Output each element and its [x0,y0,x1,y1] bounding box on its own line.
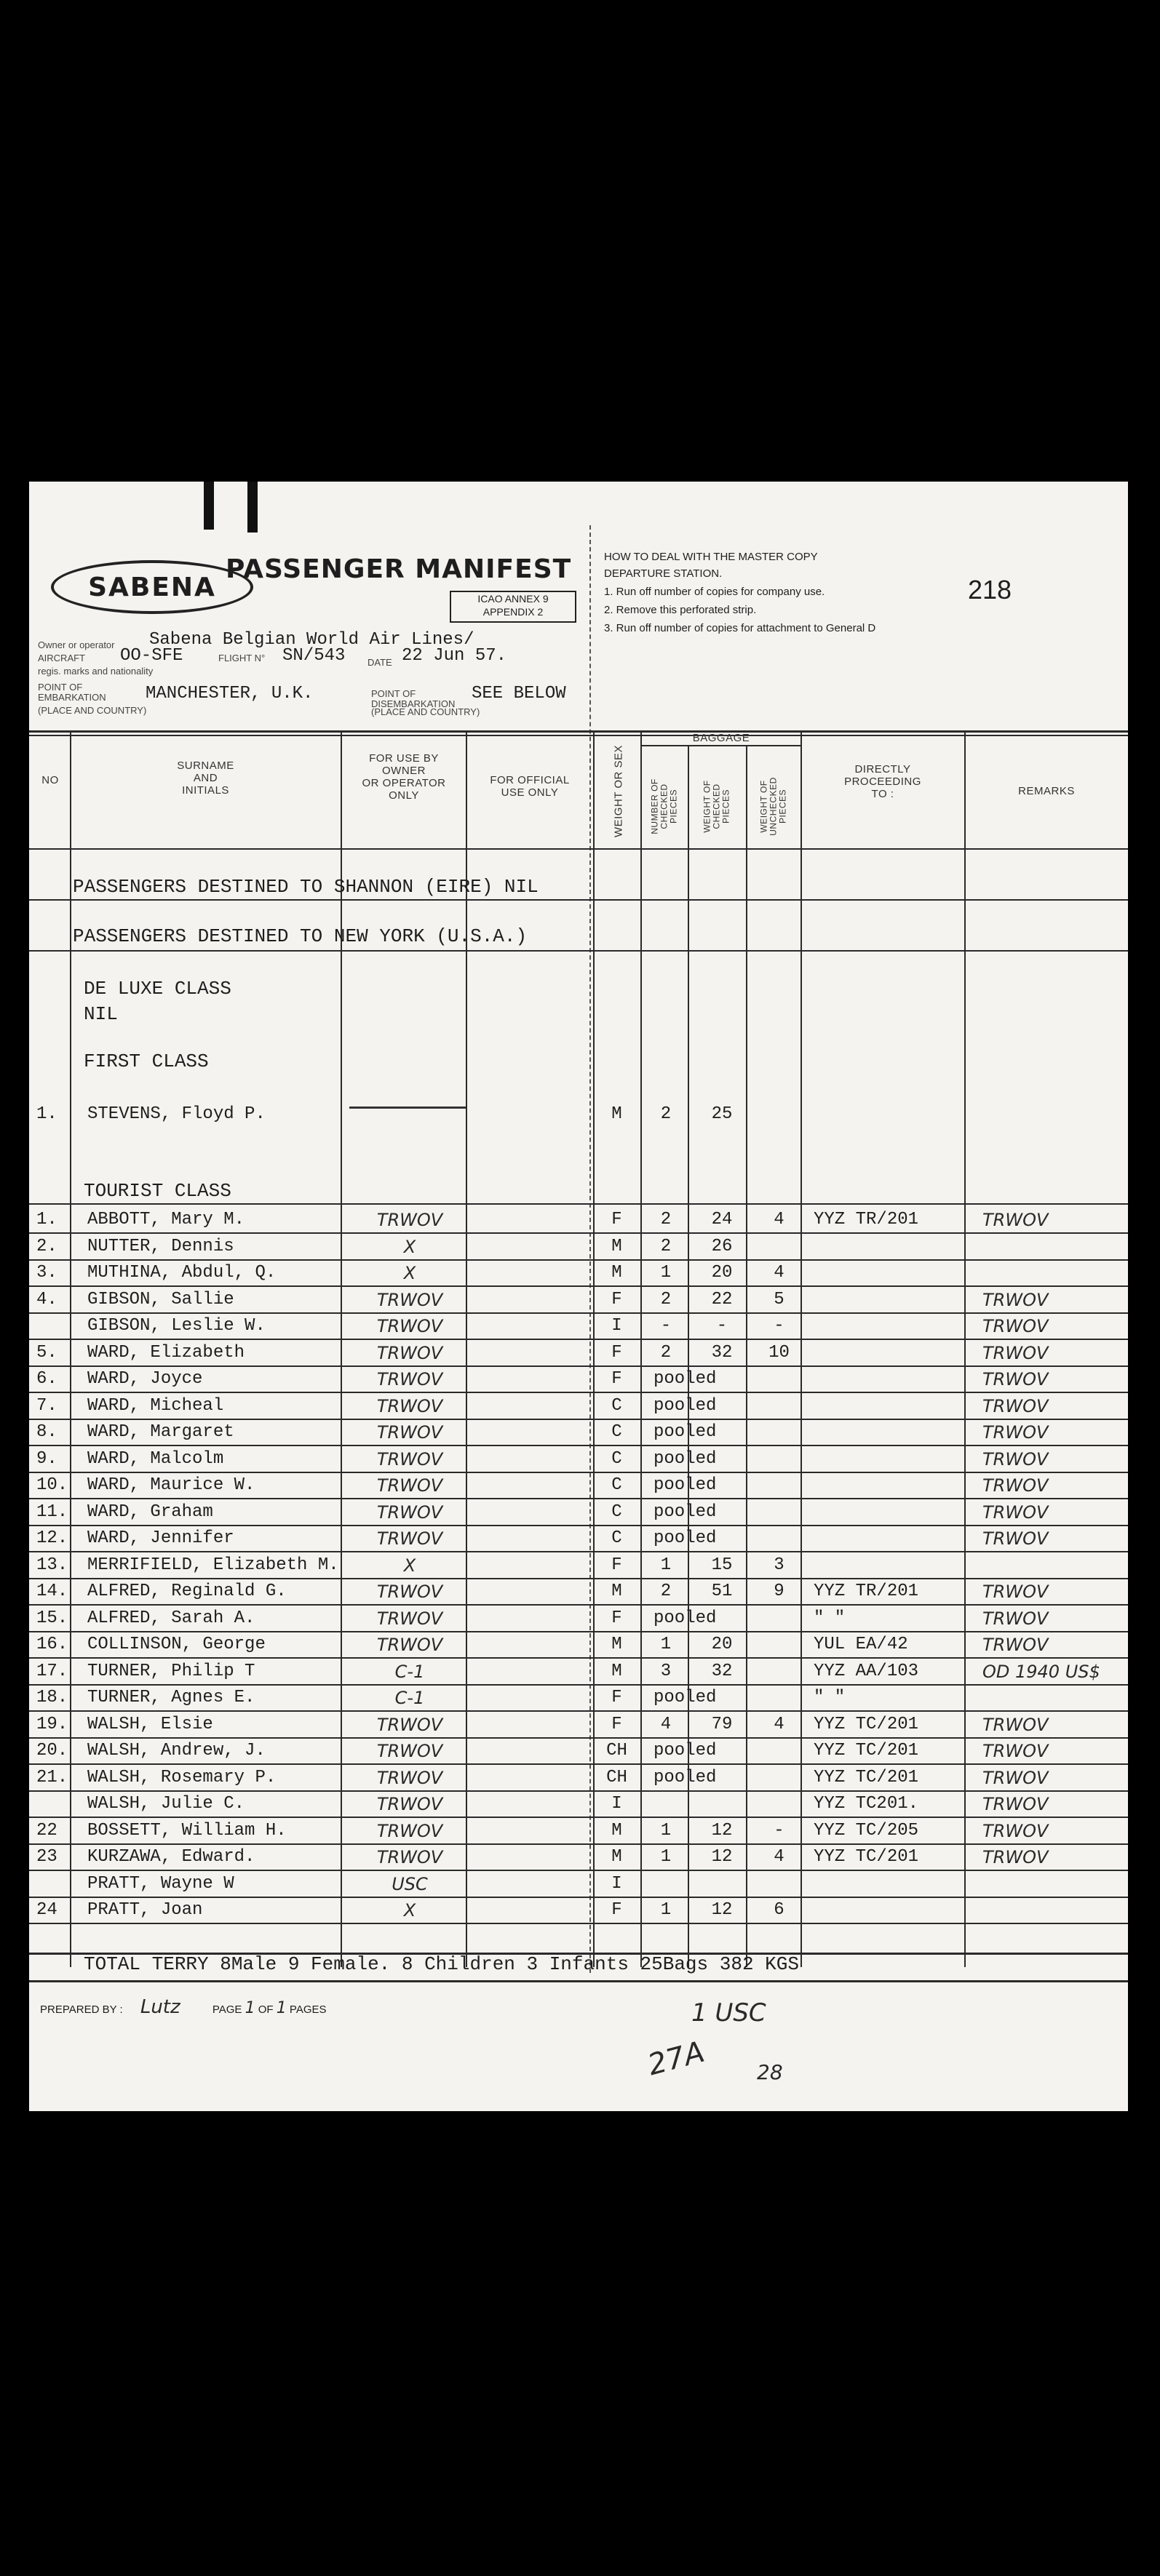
table-row [29,1393,1128,1419]
cell-pieces: 4 [660,1714,672,1734]
col-bag-num: NUMBER OF CHECKED PIECES [649,778,679,834]
cell-pieces: pooled [654,1502,717,1522]
cell-rem: OD 1940 US$ [982,1661,1100,1682]
cell-name: WALSH, Andrew, J. [87,1741,266,1760]
table-row [29,1446,1128,1472]
col-name: SURNAME AND INITIALS [177,759,234,797]
cell-owner: TRWOV [376,1395,443,1416]
col-baggage: BAGGAGE [692,732,750,744]
section-tourist: TOURIST CLASS [84,1180,231,1202]
signature: Lutz [140,1996,180,2018]
table-row [29,1207,1128,1232]
cell-pieces: pooled [654,1608,717,1628]
cell-name: TURNER, Philip T [87,1661,255,1681]
cell-name: WALSH, Elsie [87,1714,213,1734]
cell-pieces: 2 [660,1582,672,1601]
disembark-value: SEE BELOW [472,684,566,703]
cell-rem: TRWOV [982,1289,1049,1310]
cell-dest: YYZ TR/201 [814,1582,919,1601]
cell-pieces: pooled [654,1395,717,1416]
punch-mark [204,482,214,530]
cell-sex: C [611,1528,622,1548]
cell-owner: TRWOV [376,1741,443,1761]
cell-unchecked: 4 [774,1714,784,1734]
cell-dest: YYZ TC/201 [814,1767,919,1787]
cell-weight: 24 [711,1210,733,1229]
cell-no: 18. [36,1688,68,1707]
cell-rem: TRWOV [982,1369,1049,1389]
cell-no: 21. [36,1767,68,1787]
cell-pieces: pooled [654,1688,717,1707]
table-row [29,1552,1128,1578]
cell-rem: TRWOV [982,1395,1049,1416]
cell-sex: CH [606,1767,627,1787]
cell-no: 20. [36,1741,68,1760]
cell-rem: TRWOV [982,1502,1049,1523]
cell-weight: 79 [711,1714,733,1734]
cell-owner: X [403,1236,416,1257]
cell-unchecked: 9 [774,1582,784,1601]
cell-sex: F [611,1342,622,1363]
cell-name: WARD, Malcolm [87,1448,224,1469]
table-row [29,1818,1128,1843]
cell-name: GIBSON, Leslie W. [87,1316,266,1336]
cell-unchecked: 4 [774,1263,784,1283]
cell-rem: TRWOV [982,1582,1049,1602]
operator-label: Owner or operator [38,639,115,650]
cell-rem: TRWOV [982,1608,1049,1629]
cell-sex: M [611,1661,622,1681]
col-no: NO [41,774,59,786]
cell-dest: YYZ TC/201 [814,1741,919,1760]
cell-sex: F [611,1555,622,1575]
cell-pieces: 1 [660,1820,672,1841]
cell-weight: 51 [711,1582,733,1601]
cell-sex: I [611,1873,622,1894]
cell-rem: TRWOV [982,1847,1049,1867]
cell-owner: TRWOV [376,1475,443,1496]
cell-pieces: 1 [660,1555,672,1575]
cell-pieces: pooled [654,1475,717,1495]
cell-weight: 12 [711,1820,733,1841]
cell-no: 17. [36,1661,68,1681]
cell-rem: TRWOV [982,1475,1049,1496]
cell-name: KURZAWA, Edward. [87,1847,255,1867]
cell-rem: TRWOV [982,1422,1049,1443]
cell-dest: YYZ TC/201 [814,1847,919,1867]
disembark-label: POINT OF DISEMBARKATION [371,688,456,709]
col-proceeding: DIRECTLY PROCEEDING TO : [844,763,921,800]
cell-owner: X [403,1263,416,1283]
cell-pieces: pooled [654,1528,717,1548]
cell-name: WALSH, Rosemary P. [87,1767,277,1787]
cell-rem: TRWOV [982,1342,1049,1363]
cell-name: WALSH, Julie C. [87,1794,245,1814]
cell-sex: M [611,1263,622,1283]
cell-sex: F [611,1210,622,1229]
cell-pieces: pooled [654,1422,717,1442]
embark-label: POINT OF EMBARKATION [38,682,106,703]
cell-sex: M [611,1236,622,1256]
table-row [29,1685,1128,1710]
cell-name: WARD, Jennifer [87,1528,234,1548]
instructions-title: HOW TO DEAL WITH THE MASTER COPY [604,551,818,563]
aircraft-label: AIRCRAFT [38,653,85,663]
table-row [29,1472,1128,1498]
cell-rem: TRWOV [982,1635,1049,1655]
cell-sex: F [611,1688,622,1707]
embark-place-label: (PLACE AND COUNTRY) [38,705,147,716]
handwritten-dash [349,1106,466,1109]
col-weight-sex: WEIGHT OR SEX [612,744,625,838]
table-row [29,1871,1128,1897]
handwritten-note-usc: 1 USC [691,1998,766,2027]
cell-sex: C [611,1395,622,1416]
cell-dest: YYZ TC/205 [814,1820,919,1841]
cell-pieces: 3 [660,1661,672,1681]
cell-weight: 12 [711,1900,733,1920]
page-title: PASSENGER MANIFEST [226,554,572,584]
cell-weight: 12 [711,1847,733,1867]
table-row [29,1738,1128,1763]
icao-annex-box: ICAO ANNEX 9 APPENDIX 2 [450,591,576,623]
section-shannon: PASSENGERS DESTINED TO SHANNON (EIRE) NIL [73,876,539,898]
cell-owner: TRWOV [376,1847,443,1867]
cell-weight: 20 [711,1635,733,1654]
cell-no: 24 [36,1900,57,1920]
cell-owner: TRWOV [376,1316,443,1336]
cell-name: WARD, Maurice W. [87,1475,255,1495]
date-label: DATE [368,657,392,668]
cell-no: 2. [36,1236,57,1256]
cell-weight: 32 [711,1661,733,1681]
section-first: FIRST CLASS [84,1050,209,1072]
cell-pieces: - [660,1316,672,1336]
table-row [29,1287,1128,1312]
cell-owner: TRWOV [376,1448,443,1470]
cell-no: 1. [36,1210,57,1229]
flight-value: SN/543 [282,646,346,666]
cell-owner: X [403,1900,416,1921]
cell-no: 6. [36,1369,57,1389]
cell-no: 4. [36,1289,57,1309]
cell-owner: X [403,1555,416,1576]
table-row [29,1313,1128,1339]
cell-no: 5. [36,1342,57,1363]
cell-unchecked: 4 [774,1847,784,1867]
cell-rem: TRWOV [982,1714,1049,1735]
table-row [29,1712,1128,1737]
cell-no: 9. [36,1448,57,1469]
table-row [29,1366,1128,1392]
table-row [29,1844,1128,1870]
cell-no: 15. [36,1608,68,1628]
cell-rem: TRWOV [982,1741,1049,1761]
cell-owner: TRWOV [376,1582,443,1602]
cell-weight: 15 [711,1555,733,1575]
table-row [29,1260,1128,1285]
cell-no: 10. [36,1475,68,1495]
handwritten-note-28: 28 [757,2060,783,2084]
cell-owner: TRWOV [376,1794,443,1814]
instructions-station: DEPARTURE STATION. [604,567,723,580]
cell-name: PRATT, Joan [87,1900,203,1920]
col-bag-weight: WEIGHT OF CHECKED PIECES [702,780,731,833]
cell-sex: M [611,1582,622,1601]
cell-unchecked: 6 [774,1900,784,1920]
cell-sex: F [611,1900,622,1920]
instruction-1: 1. Run off number of copies for company use. [604,586,825,598]
cell-name: WARD, Elizabeth [87,1342,245,1363]
cell-rem: TRWOV [982,1767,1049,1788]
cell-name: NUTTER, Dennis [87,1236,234,1256]
section-new-york: PASSENGERS DESTINED TO NEW YORK (U.S.A.) [73,925,528,947]
cell-pieces: pooled [654,1369,717,1389]
cell-no: 13. [36,1555,68,1575]
cell-sex: F [611,1608,622,1628]
table-row [29,1419,1128,1445]
cell-pieces: 2 [660,1342,672,1363]
cell-pieces: pooled [654,1767,717,1787]
table-row [29,1340,1128,1365]
cell-name: MERRIFIELD, Elizabeth M. [87,1555,339,1575]
cell-sex: M [611,1847,622,1867]
cell-rem: TRWOV [982,1820,1049,1841]
cell-pieces: 1 [660,1900,672,1920]
instruction-3: 3. Run off number of copies for attachment to General D [604,622,876,634]
cell-sex: C [611,1448,622,1469]
cell-rem: TRWOV [982,1210,1049,1230]
aircraft-value: OO-SFE [120,646,183,666]
cell-owner: TRWOV [376,1342,443,1363]
totals-line: TOTAL TERRY 8Male 9 Female. 8 Children 3 Infants 25Bags 382 KGS [84,1953,799,1975]
cell-name: ALFRED, Sarah A. [87,1608,255,1628]
cell-no: 19. [36,1714,68,1734]
cell-sex: M [611,1820,622,1841]
cell-unchecked: - [774,1820,784,1841]
cell-dest: YYZ TR/201 [814,1210,919,1229]
cell-sex: I [611,1794,622,1814]
disembark-place-label: (PLACE AND COUNTRY) [371,706,480,717]
table-row [29,1659,1128,1684]
cell-pieces: 1 [660,1847,672,1867]
cell-name: COLLINSON, George [87,1635,266,1654]
table-row [29,1499,1128,1525]
cell-rem: TRWOV [982,1528,1049,1549]
cell-no: 23 [36,1847,57,1867]
cell-no: 12. [36,1528,68,1548]
table-row: 1. STEVENS, Floyd P. M 2 25 [36,1104,733,1124]
prepared-by-line: PREPARED BY : Lutz PAGE 1 OF 1 PAGES [40,1996,327,2018]
operator-value: Sabena Belgian World Air Lines/ [149,630,474,650]
handwritten-note-27a: 27A [644,2035,708,2083]
cell-pieces: pooled [654,1448,717,1469]
col-owner-use: FOR USE BY OWNER OR OPERATOR ONLY [362,752,446,802]
instruction-2: 2. Remove this perforated strip. [604,604,757,616]
cell-no: 22 [36,1820,57,1841]
cell-no: 16. [36,1635,68,1654]
cell-pieces: 2 [660,1289,672,1309]
cell-unchecked: 3 [774,1555,784,1575]
cell-owner: USC [392,1873,428,1894]
cell-owner: TRWOV [376,1528,443,1549]
table-row [29,1632,1128,1657]
cell-unchecked: - [774,1316,784,1336]
table-row [29,1791,1128,1817]
col-remarks: REMARKS [1018,785,1075,797]
cell-weight: 20 [711,1263,733,1283]
punch-mark [247,482,258,533]
table-row [29,1897,1128,1923]
cell-owner: TRWOV [376,1714,443,1735]
section-deluxe: DE LUXE CLASS [84,978,231,1000]
cell-owner: TRWOV [376,1635,443,1655]
cell-dest: " " [814,1608,846,1628]
cell-pieces: 2 [660,1210,672,1229]
cell-owner: TRWOV [376,1767,443,1788]
cell-owner: C-1 [394,1688,425,1708]
cell-no: 8. [36,1422,57,1442]
cell-weight: 22 [711,1289,733,1309]
cell-no: 7. [36,1395,57,1416]
cell-unchecked: 5 [774,1289,784,1309]
cell-name: BOSSETT, William H. [87,1820,287,1841]
cell-owner: TRWOV [376,1210,443,1230]
cell-pieces: pooled [654,1741,717,1760]
cell-sex: CH [606,1741,627,1760]
marks-label: regis. marks and nationality [38,666,154,677]
cell-owner: TRWOV [376,1369,443,1389]
cell-name: PRATT, Wayne W [87,1873,234,1894]
table-row [29,1579,1128,1604]
col-bag-unchecked: WEIGHT OF UNCHECKED PIECES [758,777,788,836]
manifest-table [29,730,1128,1982]
cell-weight: 32 [711,1342,733,1363]
cell-no: 3. [36,1263,57,1283]
cell-name: WARD, Micheal [87,1395,224,1416]
cell-sex: I [611,1316,622,1336]
sabena-logo: SABENA [51,560,253,614]
cell-name: WARD, Margaret [87,1422,234,1442]
cell-dest: YYZ TC/201 [814,1714,919,1734]
cell-rem: TRWOV [982,1794,1049,1814]
embark-value: MANCHESTER, U.K. [146,684,314,703]
cell-name: ABBOTT, Mary M. [87,1210,245,1229]
cell-dest: YYZ AA/103 [814,1661,919,1681]
row-divider [29,1923,1128,1924]
cell-sex: C [611,1422,622,1442]
cell-owner: TRWOV [376,1608,443,1629]
cell-weight: 26 [711,1236,733,1256]
cell-dest: YYZ TC201. [814,1794,919,1814]
cell-pieces: 1 [660,1263,672,1283]
cell-name: TURNER, Agnes E. [87,1688,255,1707]
cell-no: 14. [36,1582,68,1601]
table-row [29,1234,1128,1259]
cell-sex: C [611,1502,622,1522]
table-row [29,1526,1128,1551]
cell-rem: TRWOV [982,1448,1049,1470]
cell-owner: C-1 [394,1661,425,1682]
col-official-use: FOR OFFICIAL USE ONLY [490,774,570,799]
cell-sex: F [611,1289,622,1309]
cell-name: WARD, Graham [87,1502,213,1522]
cell-dest: YUL EA/42 [814,1635,908,1654]
cell-sex: F [611,1369,622,1389]
cell-unchecked: 10 [768,1342,790,1363]
cell-no: 11. [36,1502,68,1522]
section-deluxe-nil: NIL [84,1003,118,1025]
cell-name: GIBSON, Sallie [87,1289,234,1309]
table-row [29,1606,1128,1631]
cell-name: WARD, Joyce [87,1369,203,1389]
page-number: 218 [968,575,1012,605]
cell-sex: C [611,1475,622,1495]
cell-rem: TRWOV [982,1316,1049,1336]
cell-sex: M [611,1635,622,1654]
flight-label: FLIGHT N° [218,653,266,663]
cell-unchecked: 4 [774,1210,784,1229]
cell-owner: TRWOV [376,1289,443,1310]
cell-name: ALFRED, Reginald G. [87,1582,287,1601]
table-row [29,1765,1128,1790]
cell-dest: " " [814,1688,846,1707]
cell-weight: - [716,1316,728,1336]
cell-sex: F [611,1714,622,1734]
cell-owner: TRWOV [376,1820,443,1841]
manifest-document [29,482,1128,2111]
cell-owner: TRWOV [376,1422,443,1443]
cell-name: MUTHINA, Abdul, Q. [87,1263,277,1283]
cell-pieces: 2 [660,1236,672,1256]
date-value: 22 Jun 57. [402,646,507,666]
cell-pieces: 1 [660,1635,672,1654]
cell-owner: TRWOV [376,1502,443,1523]
